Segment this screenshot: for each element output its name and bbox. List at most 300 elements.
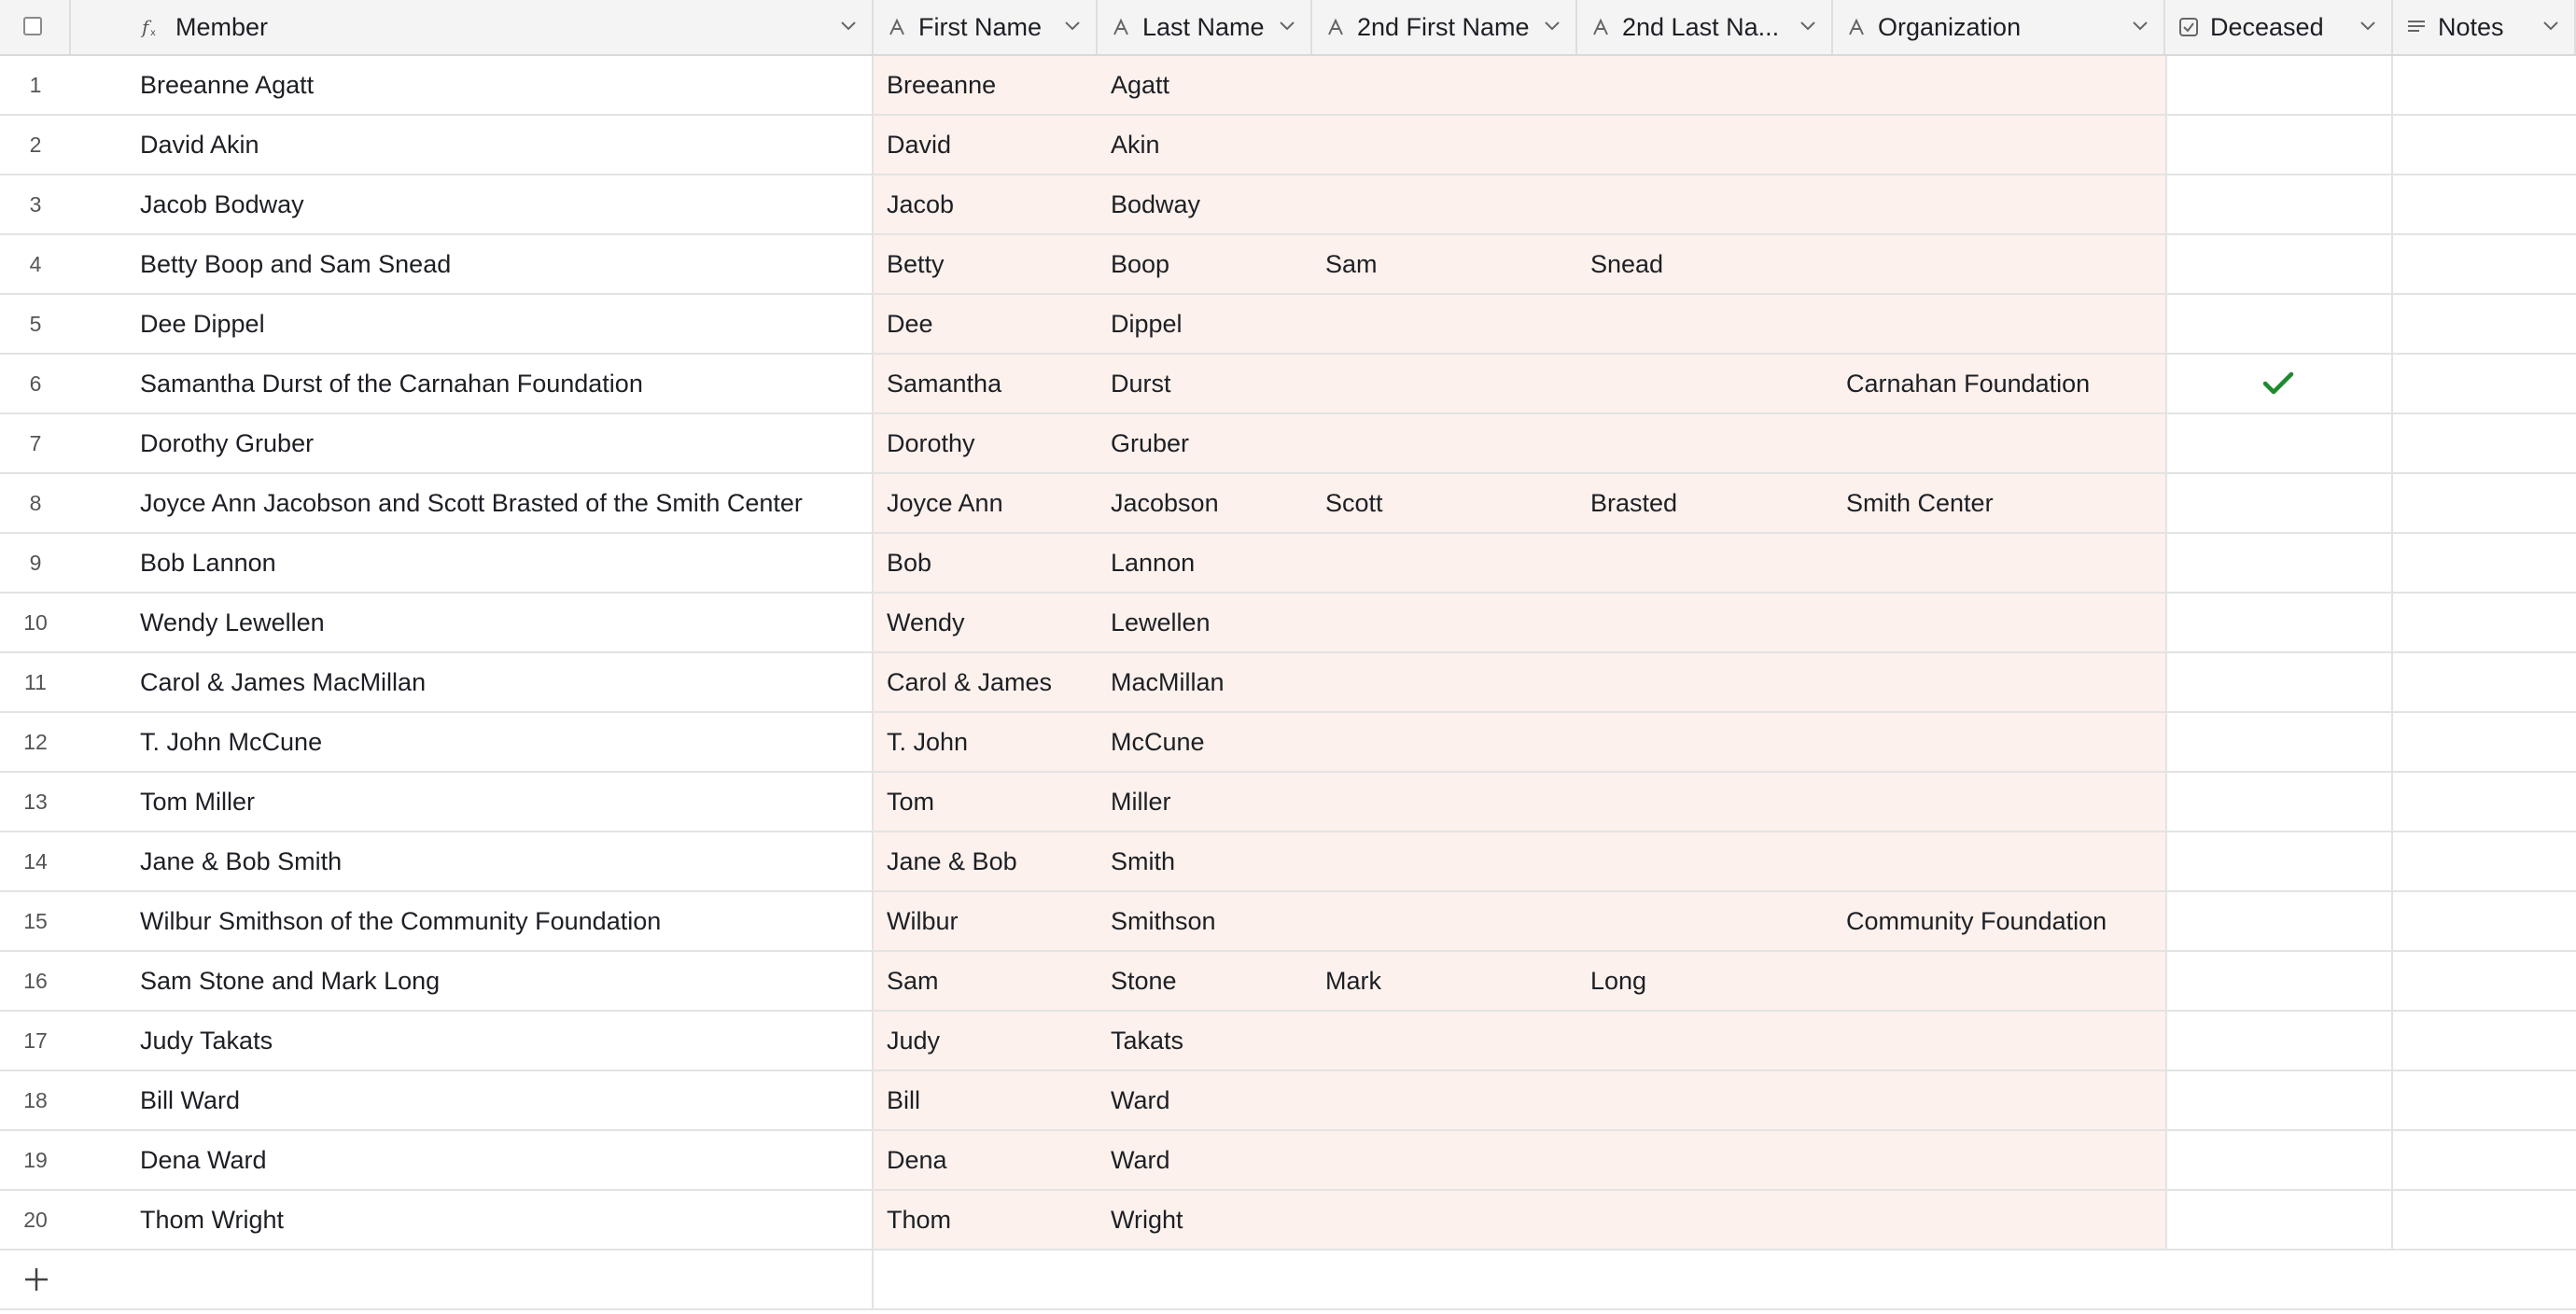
cell-last2[interactable] — [1577, 355, 1833, 412]
column-divider — [2391, 1071, 2393, 1129]
cell-org[interactable]: Community Foundation — [1846, 907, 2107, 935]
text-field-icon — [1846, 17, 1867, 37]
row-number: 14 — [23, 849, 48, 874]
column-divider — [2391, 175, 2393, 233]
text-field-icon — [1325, 17, 1346, 37]
cell-last2[interactable] — [1577, 713, 1833, 771]
row-number: 19 — [23, 1148, 48, 1172]
cell-deceased[interactable] — [2165, 295, 2393, 353]
header-label: Organization — [1878, 13, 2022, 41]
cell-org[interactable] — [1833, 414, 2165, 472]
column-divider — [872, 295, 874, 353]
column-divider — [2165, 653, 2167, 711]
column-divider — [872, 1131, 874, 1189]
column-divider — [872, 653, 874, 711]
row-number: 11 — [24, 670, 47, 694]
table-row[interactable] — [0, 713, 2576, 773]
row-number: 2 — [29, 133, 42, 157]
cell-notes[interactable] — [2393, 355, 2576, 412]
row-number: 12 — [23, 730, 48, 754]
cell-org[interactable] — [1833, 56, 2165, 114]
cell-member[interactable]: Tom Miller — [140, 788, 256, 816]
cell-member[interactable]: Dee Dippel — [140, 310, 265, 338]
cell-deceased[interactable] — [2165, 832, 2393, 890]
cell-deceased[interactable] — [2165, 1012, 2393, 1069]
cell-member[interactable]: Wilbur Smithson of the Community Foundation — [140, 907, 662, 935]
column-divider — [872, 56, 874, 114]
column-divider — [872, 594, 874, 651]
cell-last2[interactable] — [1577, 295, 1833, 353]
cell-notes[interactable] — [2393, 295, 2576, 353]
cell-last[interactable]: Gruber — [1111, 429, 1190, 457]
cell-deceased[interactable] — [2165, 713, 2393, 771]
cell-last[interactable]: Takats — [1111, 1027, 1184, 1055]
cell-last2[interactable] — [1577, 653, 1833, 711]
table-row[interactable] — [0, 594, 2576, 653]
cell-member[interactable]: Betty Boop and Sam Snead — [140, 250, 452, 278]
cell-notes[interactable] — [2393, 534, 2576, 592]
table-row[interactable] — [0, 474, 2576, 534]
cell-deceased[interactable] — [2165, 773, 2393, 831]
cell-last2[interactable] — [1577, 175, 1833, 233]
header-column-notes[interactable] — [2393, 0, 2576, 54]
cell-deceased[interactable] — [2165, 414, 2393, 472]
column-divider — [2165, 594, 2167, 651]
cell-deceased[interactable] — [2165, 1131, 2393, 1189]
column-divider — [872, 832, 874, 890]
cell-org[interactable] — [1833, 713, 2165, 771]
select-all-checkbox[interactable] — [23, 17, 42, 35]
cell-notes[interactable] — [2393, 832, 2576, 890]
cell-first[interactable]: Jane & Bob — [887, 847, 1017, 875]
cell-org[interactable] — [1833, 1191, 2165, 1249]
cell-notes[interactable] — [2393, 414, 2576, 472]
table-row[interactable] — [0, 175, 2576, 235]
column-divider — [2165, 355, 2167, 412]
column-divider — [2391, 773, 2393, 831]
cell-deceased[interactable] — [2165, 594, 2393, 651]
cell-notes[interactable] — [2393, 56, 2576, 114]
cell-first2[interactable]: Scott — [1325, 489, 1383, 517]
cell-org[interactable]: Smith Center — [1846, 489, 1994, 517]
cell-deceased[interactable] — [2165, 653, 2393, 711]
row-number: 9 — [29, 551, 42, 575]
cell-org[interactable] — [1833, 116, 2165, 174]
cell-last[interactable]: Jacobson — [1111, 489, 1219, 517]
cell-last[interactable]: Boop — [1111, 250, 1170, 278]
column-divider — [872, 474, 874, 532]
cell-org[interactable] — [1833, 832, 2165, 890]
cell-last2[interactable] — [1577, 594, 1833, 651]
add-row-bar — [0, 1251, 2576, 1310]
cell-member[interactable]: Carol & James MacMillan — [140, 668, 427, 696]
table-row[interactable] — [0, 56, 2576, 116]
cell-org[interactable] — [1833, 534, 2165, 592]
cell-member[interactable]: Sam Stone and Mark Long — [140, 967, 441, 995]
cell-org[interactable] — [1833, 235, 2165, 293]
select-all-cell — [0, 0, 71, 54]
header-column-deceased[interactable] — [2165, 0, 2393, 54]
cell-notes[interactable] — [2393, 594, 2576, 651]
table-row[interactable] — [0, 235, 2576, 295]
cell-first2[interactable] — [1312, 773, 1577, 831]
table-row[interactable] — [0, 1131, 2576, 1191]
column-divider — [872, 892, 874, 950]
column-divider — [2391, 474, 2393, 532]
cell-first[interactable]: Jacob — [887, 190, 955, 218]
column-divider — [2165, 952, 2167, 1010]
cell-last2[interactable] — [1577, 414, 1833, 472]
header-column-2nd-last-name[interactable] — [1577, 0, 1833, 54]
cell-notes[interactable] — [2393, 892, 2576, 950]
row-number: 1 — [29, 73, 42, 97]
cell-first2[interactable] — [1312, 1191, 1577, 1249]
row-number: 16 — [23, 969, 48, 993]
cell-first[interactable]: Dena — [887, 1146, 947, 1174]
cell-org[interactable] — [1833, 1071, 2165, 1129]
cell-org[interactable] — [1833, 952, 2165, 1010]
chevron-down-icon[interactable] — [1799, 21, 1816, 32]
cell-first2[interactable] — [1312, 653, 1577, 711]
chevron-down-icon[interactable] — [2542, 21, 2559, 32]
column-divider — [872, 414, 874, 472]
cell-first2[interactable] — [1312, 1131, 1577, 1189]
cell-org[interactable] — [1833, 175, 2165, 233]
table-row[interactable] — [0, 355, 2576, 414]
cell-member[interactable]: Jacob Bodway — [140, 190, 304, 218]
column-divider — [2391, 1191, 2393, 1249]
column-divider — [2165, 1012, 2167, 1069]
cell-first[interactable]: Sam — [887, 967, 939, 995]
cell-first[interactable]: T. John — [887, 728, 969, 756]
column-divider — [2165, 235, 2167, 293]
header-label: Last Name — [1142, 13, 1265, 41]
table-row[interactable] — [0, 1191, 2576, 1251]
column-divider — [2391, 952, 2393, 1010]
cell-last2[interactable]: Long — [1590, 967, 1647, 995]
cell-last[interactable]: Lewellen — [1111, 608, 1211, 636]
column-divider — [872, 773, 874, 831]
column-divider — [872, 1191, 874, 1249]
column-divider — [2391, 56, 2393, 114]
cell-first[interactable]: Dee — [887, 310, 933, 338]
cell-last[interactable]: MacMillan — [1111, 668, 1225, 696]
column-divider — [2391, 713, 2393, 771]
chevron-down-icon[interactable] — [1064, 21, 1081, 32]
cell-last[interactable]: Ward — [1111, 1146, 1170, 1174]
row-number: 10 — [23, 610, 48, 635]
cell-first2[interactable] — [1312, 713, 1577, 771]
cell-deceased[interactable] — [2165, 534, 2393, 592]
cell-notes[interactable] — [2393, 175, 2576, 233]
column-divider — [872, 1012, 874, 1069]
cell-member[interactable]: Jane & Bob Smith — [140, 847, 343, 875]
row-number: 7 — [29, 431, 42, 455]
cell-first[interactable]: Betty — [887, 250, 945, 278]
cell-first2[interactable] — [1312, 56, 1577, 114]
cell-first2[interactable] — [1312, 116, 1577, 174]
cell-member[interactable]: Breeanne Agatt — [140, 71, 315, 99]
cell-first2[interactable] — [1312, 594, 1577, 651]
cell-last[interactable]: Stone — [1111, 967, 1177, 995]
cell-first[interactable]: Breeanne — [887, 71, 997, 99]
column-divider — [2391, 235, 2393, 293]
header-column-last-name[interactable] — [1098, 0, 1312, 54]
cell-member[interactable]: T. John McCune — [140, 728, 323, 756]
cell-deceased[interactable] — [2165, 175, 2393, 233]
row-number: 6 — [29, 371, 42, 396]
checkbox-field-icon — [2178, 17, 2199, 37]
table-row[interactable] — [0, 295, 2576, 355]
table-row[interactable] — [0, 534, 2576, 594]
cell-last2[interactable]: Brasted — [1590, 489, 1678, 517]
cell-notes[interactable] — [2393, 1012, 2576, 1069]
row-number: 8 — [29, 491, 42, 515]
header-column-first-name[interactable] — [874, 0, 1098, 54]
column-divider — [2165, 1131, 2167, 1189]
cell-notes[interactable] — [2393, 653, 2576, 711]
header-label: 2nd Last Na... — [1622, 13, 1780, 41]
cell-deceased[interactable] — [2165, 1191, 2393, 1249]
row-number: 20 — [23, 1208, 48, 1232]
cell-first2[interactable]: Mark — [1325, 967, 1381, 995]
column-divider — [872, 175, 874, 233]
cell-first2[interactable] — [1312, 534, 1577, 592]
column-divider — [2165, 56, 2167, 114]
cell-deceased[interactable] — [2165, 235, 2393, 293]
formula-icon — [140, 17, 161, 37]
cell-notes[interactable] — [2393, 713, 2576, 771]
cell-last2[interactable] — [1577, 116, 1833, 174]
cell-first[interactable]: David — [887, 131, 952, 159]
cell-first2[interactable] — [1312, 892, 1577, 950]
chevron-down-icon[interactable] — [2132, 21, 2149, 32]
cell-first[interactable]: Carol & James — [887, 668, 1053, 696]
cell-first[interactable]: Bill — [887, 1086, 921, 1114]
column-divider — [872, 355, 874, 412]
cell-last[interactable]: Smithson — [1111, 907, 1216, 935]
cell-last2[interactable] — [1577, 832, 1833, 890]
column-divider — [2391, 414, 2393, 472]
column-divider — [2391, 653, 2393, 711]
column-divider — [2165, 1191, 2167, 1249]
cell-notes[interactable] — [2393, 1191, 2576, 1249]
header-label: First Name — [918, 13, 1043, 41]
cell-first[interactable]: Joyce Ann — [887, 489, 1003, 517]
cell-last[interactable]: Smith — [1111, 847, 1176, 875]
cell-last[interactable]: Miller — [1111, 788, 1171, 816]
column-divider — [2165, 175, 2167, 233]
cell-first2[interactable] — [1312, 414, 1577, 472]
table-row[interactable] — [0, 832, 2576, 892]
column-divider — [2165, 713, 2167, 771]
column-divider — [2165, 892, 2167, 950]
cell-last2[interactable]: Snead — [1590, 250, 1664, 278]
cell-last[interactable]: Bodway — [1111, 190, 1201, 218]
cell-deceased[interactable] — [2165, 892, 2393, 950]
cell-last[interactable]: Dippel — [1111, 310, 1183, 338]
cell-last2[interactable] — [1577, 1191, 1833, 1249]
column-divider — [2165, 474, 2167, 532]
column-divider — [2165, 414, 2167, 472]
cell-last2[interactable] — [1577, 1012, 1833, 1069]
cell-org[interactable] — [1833, 1131, 2165, 1189]
cell-notes[interactable] — [2393, 1131, 2576, 1189]
table-row[interactable] — [0, 773, 2576, 832]
cell-first[interactable]: Tom — [887, 788, 935, 816]
column-divider — [2165, 1071, 2167, 1129]
row-number: 3 — [29, 192, 42, 217]
cell-member[interactable]: David Akin — [140, 131, 259, 159]
cell-deceased[interactable] — [2165, 116, 2393, 174]
cell-notes[interactable] — [2393, 773, 2576, 831]
text-field-icon — [1590, 17, 1611, 37]
chevron-down-icon[interactable] — [1544, 21, 1561, 32]
column-divider — [2165, 832, 2167, 890]
cell-first[interactable]: Samantha — [887, 370, 1002, 398]
column-divider — [872, 952, 874, 1010]
cell-notes[interactable] — [2393, 116, 2576, 174]
column-divider — [2165, 116, 2167, 174]
cell-deceased[interactable] — [2165, 952, 2393, 1010]
column-divider — [2391, 116, 2393, 174]
row-number: 18 — [23, 1088, 48, 1112]
cell-first2[interactable] — [1312, 1012, 1577, 1069]
column-divider — [872, 713, 874, 771]
header-label: Notes — [2438, 13, 2504, 41]
column-divider — [2165, 534, 2167, 592]
cell-last2[interactable] — [1577, 534, 1833, 592]
table-row[interactable] — [0, 653, 2576, 713]
cell-member[interactable]: Dena Ward — [140, 1146, 267, 1174]
header-label: 2nd First Name — [1357, 13, 1530, 41]
table-row[interactable] — [0, 952, 2576, 1012]
cell-last2[interactable] — [1577, 773, 1833, 831]
cell-first2[interactable]: Sam — [1325, 250, 1378, 278]
cell-org[interactable] — [1833, 295, 2165, 353]
cell-first2[interactable] — [1312, 832, 1577, 890]
add-row-divider — [872, 1251, 874, 1308]
text-field-icon — [887, 17, 907, 37]
cell-first2[interactable] — [1312, 175, 1577, 233]
column-divider — [2391, 355, 2393, 412]
chevron-down-icon[interactable] — [1279, 21, 1295, 32]
row-number: 15 — [23, 909, 48, 933]
cell-member[interactable]: Joyce Ann Jacobson and Scott Brasted of the Smith Center — [140, 489, 803, 517]
cell-last[interactable]: Wright — [1111, 1206, 1183, 1234]
cell-org[interactable]: Carnahan Foundation — [1846, 370, 2091, 398]
cell-last2[interactable] — [1577, 1071, 1833, 1129]
plus-icon[interactable] — [21, 1264, 52, 1295]
cell-notes[interactable] — [2393, 474, 2576, 532]
cell-last2[interactable] — [1577, 56, 1833, 114]
cell-first2[interactable] — [1312, 295, 1577, 353]
column-divider — [2391, 534, 2393, 592]
grid-header — [0, 0, 2576, 56]
cell-deceased[interactable] — [2165, 56, 2393, 114]
cell-first2[interactable] — [1312, 1071, 1577, 1129]
cell-last[interactable]: Ward — [1111, 1086, 1170, 1114]
svg-text:x: x — [150, 28, 156, 37]
row-number: 5 — [29, 312, 42, 336]
cell-member[interactable]: Dorothy Gruber — [140, 429, 315, 457]
header-column-2nd-first-name[interactable] — [1312, 0, 1577, 54]
column-divider — [2165, 773, 2167, 831]
cell-first[interactable]: Judy — [887, 1027, 941, 1055]
cell-deceased[interactable] — [2165, 355, 2393, 412]
cell-first[interactable]: Bob — [887, 549, 932, 577]
cell-notes[interactable] — [2393, 235, 2576, 293]
header-column-member[interactable] — [71, 0, 874, 54]
cell-member[interactable]: Samantha Durst of the Carnahan Foundation — [140, 370, 643, 398]
row-number: 17 — [23, 1028, 48, 1053]
cell-deceased[interactable] — [2165, 474, 2393, 532]
cell-first[interactable]: Wendy — [887, 608, 965, 636]
checkmark-icon — [2262, 371, 2294, 396]
header-label: Member — [175, 13, 269, 41]
cell-deceased[interactable] — [2165, 1071, 2393, 1129]
cell-first[interactable]: Thom — [887, 1206, 952, 1234]
table-row[interactable] — [0, 1012, 2576, 1071]
cell-first2[interactable] — [1312, 355, 1577, 412]
column-divider — [2391, 1012, 2393, 1069]
cell-last[interactable]: McCune — [1111, 728, 1205, 756]
cell-notes[interactable] — [2393, 1071, 2576, 1129]
row-number: 4 — [29, 252, 42, 276]
cell-member[interactable]: Judy Takats — [140, 1027, 273, 1055]
cell-last2[interactable] — [1577, 1131, 1833, 1189]
cell-last[interactable]: Akin — [1111, 131, 1160, 159]
cell-last2[interactable] — [1577, 892, 1833, 950]
column-divider — [2391, 1131, 2393, 1189]
cell-notes[interactable] — [2393, 952, 2576, 1010]
header-label: Deceased — [2210, 13, 2324, 41]
column-divider — [2391, 594, 2393, 651]
cell-member[interactable]: Bob Lannon — [140, 549, 276, 577]
header-column-organization[interactable] — [1833, 0, 2165, 54]
cell-org[interactable] — [1833, 1012, 2165, 1069]
table-row[interactable] — [0, 892, 2576, 952]
long-text-field-icon — [2406, 17, 2427, 37]
cell-member[interactable]: Bill Ward — [140, 1086, 241, 1114]
cell-org[interactable] — [1833, 653, 2165, 711]
cell-first[interactable]: Dorothy — [887, 429, 975, 457]
column-divider — [872, 235, 874, 293]
column-divider — [2391, 832, 2393, 890]
cell-last[interactable]: Agatt — [1111, 71, 1170, 99]
table-row[interactable] — [0, 1071, 2576, 1131]
chevron-down-icon[interactable] — [840, 21, 857, 32]
chevron-down-icon[interactable] — [2359, 21, 2376, 32]
text-field-icon — [1111, 17, 1131, 37]
cell-member[interactable]: Thom Wright — [140, 1206, 285, 1234]
column-divider — [2165, 295, 2167, 353]
cell-org[interactable] — [1833, 594, 2165, 651]
cell-first[interactable]: Wilbur — [887, 907, 959, 935]
svg-text:f: f — [142, 17, 149, 37]
column-divider — [2391, 892, 2393, 950]
cell-org[interactable] — [1833, 773, 2165, 831]
cell-last[interactable]: Durst — [1111, 370, 1171, 398]
column-divider — [872, 534, 874, 592]
table-row[interactable] — [0, 116, 2576, 175]
cell-member[interactable]: Wendy Lewellen — [140, 608, 325, 636]
column-divider — [872, 116, 874, 174]
column-divider — [2391, 295, 2393, 353]
cell-last[interactable]: Lannon — [1111, 549, 1196, 577]
column-divider — [872, 1071, 874, 1129]
table-row[interactable] — [0, 414, 2576, 474]
